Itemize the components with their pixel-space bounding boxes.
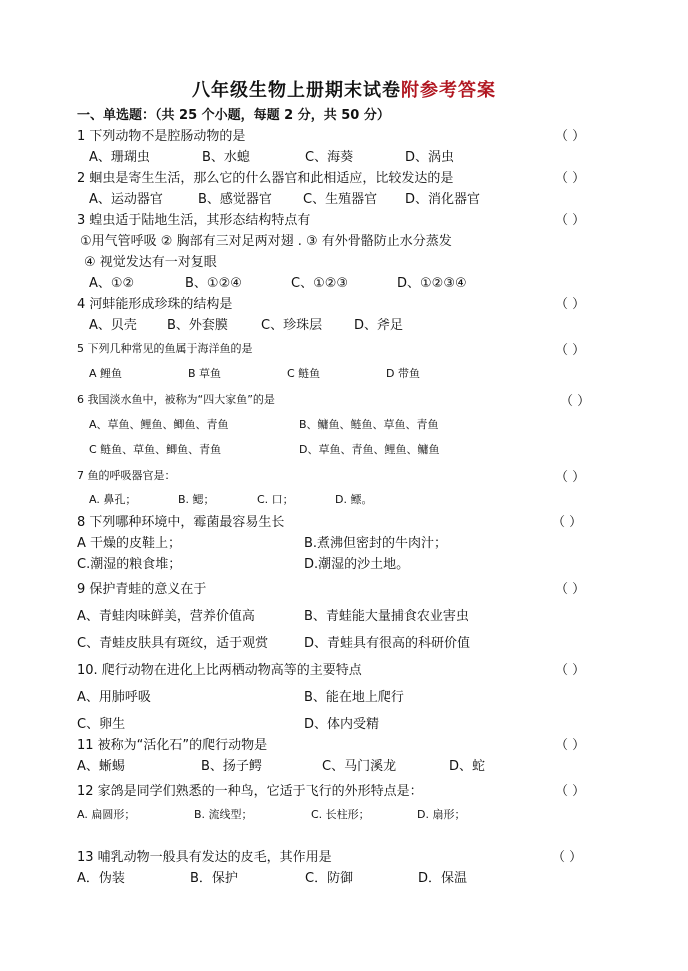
option-d[interactable]: D、斧足 [354, 318, 404, 333]
option-a[interactable]: A. 扁圆形； [77, 808, 136, 821]
title-answer-key: 附参考答案 [401, 80, 496, 101]
option-a[interactable]: A．伪装 [77, 871, 125, 886]
option-b[interactable]: B、水螅 [202, 150, 250, 165]
option-b[interactable]: B、外套膜 [167, 318, 228, 333]
option-b[interactable]: B．保护 [190, 871, 238, 886]
question-8-stem: 8 下列哪种环境中，霉菌最容易生长 [77, 515, 285, 530]
question-9-stem: 9 保护青蛙的意义在于 [77, 582, 207, 597]
question-1-answer-blank[interactable]: （ ） [555, 129, 586, 144]
question-10-answer-blank[interactable]: （ ） [555, 663, 586, 678]
question-3-statement-1: ①用气管呼吸 ② 胸部有三对足两对翅 . ③ 有外骨骼防止水分蒸发 [80, 234, 452, 249]
question-3-answer-blank[interactable]: （ ） [555, 213, 586, 228]
option-a[interactable]: A、蜥蜴 [77, 759, 125, 774]
option-c[interactable]: C.潮湿的粮食堆； [77, 557, 182, 572]
option-d[interactable]: D．保温 [418, 871, 468, 886]
option-d[interactable]: D、消化器官 [405, 192, 481, 207]
question-1-stem: 1 下列动物不是腔肠动物的是 [77, 129, 246, 144]
option-b[interactable]: B、扬子鳄 [201, 759, 262, 774]
question-3-statement-2: ④ 视觉发达有一对复眼 [84, 255, 217, 270]
question-6-answer-blank[interactable]: （ ） [560, 394, 591, 409]
option-b[interactable]: B 草鱼 [188, 367, 222, 380]
option-c[interactable]: C、青蛙皮肤具有斑纹，适于观赏 [77, 636, 269, 651]
option-d[interactable]: D. 鳔。 [335, 493, 373, 506]
option-c[interactable]: C、珍珠层 [261, 318, 323, 333]
question-2-stem: 2 蛔虫是寄生生活，那么它的什么器官和此相适应，比较发达的是 [77, 171, 454, 186]
question-7-stem: 7 鱼的呼吸器官是： [77, 469, 176, 482]
option-c[interactable]: C、马门溪龙 [322, 759, 397, 774]
option-b[interactable]: B. 流线型； [194, 808, 253, 821]
option-a[interactable]: A、①② [89, 276, 135, 291]
question-5-stem: 5 下列几种常见的鱼属于海洋鱼的是 [77, 342, 253, 355]
option-d[interactable]: D.潮湿的沙土地。 [304, 557, 410, 572]
option-c[interactable]: C、①②③ [291, 276, 349, 291]
question-3-stem: 3 蝗虫适于陆地生活，其形态结构特点有 [77, 213, 311, 228]
option-b[interactable]: B. 鳃； [178, 493, 215, 506]
option-b[interactable]: B、青蛙能大量捕食农业害虫 [304, 609, 469, 624]
option-a[interactable]: A 干燥的皮鞋上； [77, 536, 182, 551]
option-a[interactable]: A、珊瑚虫 [89, 150, 150, 165]
page-title [0, 76, 688, 102]
option-a[interactable]: A、运动器官 [89, 192, 163, 207]
question-13-stem: 13 哺乳动物一般具有发达的皮毛，其作用是 [77, 850, 332, 865]
option-b[interactable]: B、能在地上爬行 [304, 690, 404, 705]
option-d[interactable]: D. 扇形； [417, 808, 466, 821]
question-4-answer-blank[interactable]: （ ） [555, 297, 586, 312]
question-10-stem: 10. 爬行动物在进化上比两栖动物高等的主要特点 [77, 663, 362, 678]
option-c[interactable]: C、生殖器官 [303, 192, 378, 207]
option-b[interactable]: B.煮沸但密封的牛肉汁； [304, 536, 448, 551]
question-5-answer-blank[interactable]: （ ） [555, 343, 586, 358]
question-8-answer-blank[interactable]: （ ） [552, 515, 583, 530]
option-c[interactable]: C、海葵 [305, 150, 354, 165]
question-6-stem: 6 我国淡水鱼中，被称为“四大家鱼”的是 [77, 393, 275, 406]
option-c[interactable]: C 鲢鱼 [287, 367, 321, 380]
question-12-stem: 12 家鸽是同学们熟悉的一种鸟，它适于飞行的外形特点是： [77, 784, 423, 799]
option-d[interactable]: D 带鱼 [386, 367, 420, 380]
option-c[interactable]: C. 长柱形； [311, 808, 370, 821]
question-9-answer-blank[interactable]: （ ） [555, 582, 586, 597]
option-b[interactable]: B、鳙鱼、鲢鱼、草鱼、青鱼 [299, 418, 439, 431]
option-a[interactable]: A、贝壳 [89, 318, 137, 333]
option-d[interactable]: D、草鱼、青鱼、鲤鱼、鳙鱼 [299, 443, 440, 456]
question-11-answer-blank[interactable]: （ ） [555, 738, 586, 753]
option-d[interactable]: D、体内受精 [304, 717, 380, 732]
title-main: 八年级生物上册期末试卷 [192, 80, 401, 101]
question-11-stem: 11 被称为“活化石”的爬行动物是 [77, 738, 268, 753]
question-4-stem: 4 河蚌能形成珍珠的结构是 [77, 297, 233, 312]
option-a[interactable]: A、草鱼、鲤鱼、鲫鱼、青鱼 [89, 418, 229, 431]
option-a[interactable]: A. 鼻孔； [89, 493, 137, 506]
question-12-answer-blank[interactable]: （ ） [555, 784, 586, 799]
option-d[interactable]: D、青蛙具有很高的科研价值 [304, 636, 471, 651]
option-c[interactable]: C. 口； [257, 493, 294, 506]
section-heading: 一、单选题：（共 25 个小题，每题 2 分，共 50 分） [77, 108, 390, 123]
option-a[interactable]: A、青蛙肉味鲜美，营养价值高 [77, 609, 255, 624]
option-b[interactable]: B、感觉器官 [198, 192, 272, 207]
question-13-answer-blank[interactable]: （ ） [552, 850, 583, 865]
option-d[interactable]: D、蛇 [449, 759, 486, 774]
option-d[interactable]: D、①②③④ [397, 276, 467, 291]
option-c[interactable]: C 鲢鱼、草鱼、鲫鱼、青鱼 [89, 443, 222, 456]
question-2-answer-blank[interactable]: （ ） [555, 171, 586, 186]
option-c[interactable]: C、卵生 [77, 717, 126, 732]
option-a[interactable]: A 鲤鱼 [89, 367, 123, 380]
option-c[interactable]: C．防御 [305, 871, 354, 886]
option-d[interactable]: D、涡虫 [405, 150, 455, 165]
option-a[interactable]: A、用肺呼吸 [77, 690, 151, 705]
option-b[interactable]: B、①②④ [185, 276, 242, 291]
question-7-answer-blank[interactable]: （ ） [555, 470, 586, 485]
